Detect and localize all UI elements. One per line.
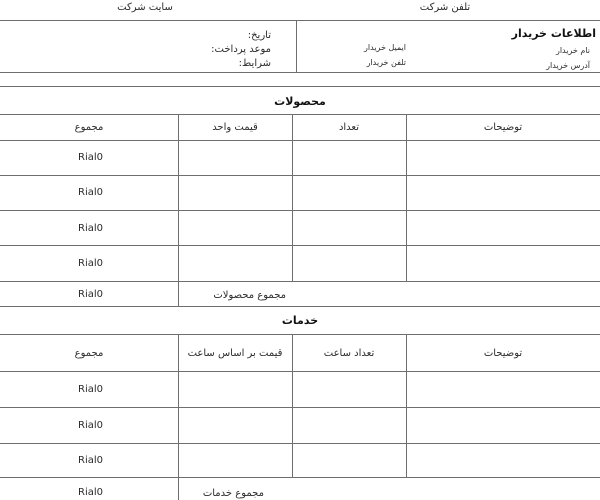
products-header-total: مجموع [74, 122, 104, 133]
services-header-hourly-rate: قیمت بر اساس ساعت [187, 348, 283, 359]
products-subtotal-value: Rial0 [78, 289, 103, 300]
service-row-total: Rial0 [78, 384, 103, 395]
products-section-title: محصولات [274, 95, 326, 108]
services-subtotal-value: Rial0 [78, 487, 103, 498]
products-header-description: توضیحات [483, 122, 523, 133]
buyer-address-label: آدرس خریدار [546, 61, 590, 70]
product-row-total: Rial0 [78, 187, 103, 198]
buyer-email-label: ایمیل خریدار [364, 43, 406, 52]
buyer-name-label: نام خریدار [555, 46, 590, 55]
services-subtotal-label: مجموع خدمات [202, 488, 264, 499]
buyer-phone-label: تلفن خریدار [366, 58, 406, 67]
products-subtotal-label: مجموع محصولات [213, 290, 286, 301]
services-header-hours: تعداد ساعت [323, 348, 375, 359]
product-row-total: Rial0 [78, 258, 103, 269]
product-row-total: Rial0 [78, 152, 103, 163]
invoice-date-label: تاریخ: [247, 30, 271, 41]
terms-label: شرایط: [238, 58, 271, 69]
products-header-unit-price: قیمت واحد [212, 122, 258, 133]
buyer-info-title: اطلاعات خریدار [511, 27, 596, 40]
company-phone: تلفن شرکت [419, 2, 471, 13]
product-row-total: Rial0 [78, 223, 103, 234]
services-header-description: توضیحات [483, 348, 523, 359]
services-header-total: مجموع [74, 348, 104, 359]
due-date-label: موعد پرداخت: [211, 44, 271, 55]
services-section-title: خدمات [281, 314, 319, 327]
company-website: سایت شرکت [117, 2, 173, 13]
products-header-quantity: تعداد [338, 122, 360, 133]
service-row-total: Rial0 [78, 455, 103, 466]
service-row-total: Rial0 [78, 420, 103, 431]
